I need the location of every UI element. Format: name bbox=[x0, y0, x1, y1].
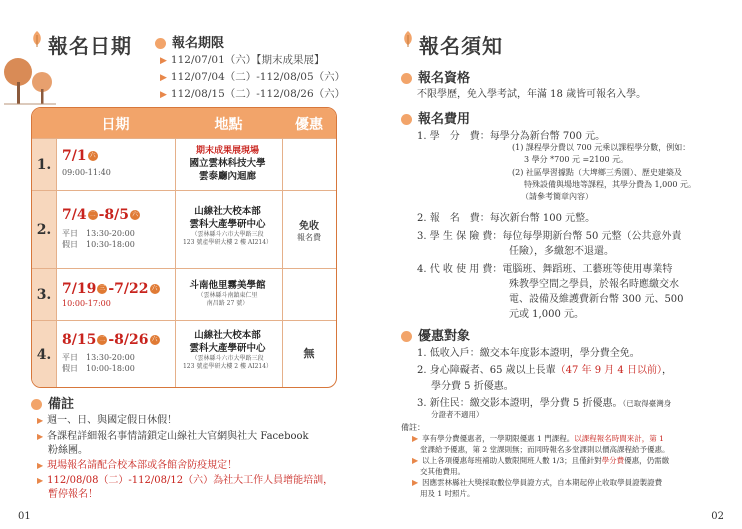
page-number: 02 bbox=[711, 511, 724, 522]
row-number: 2. bbox=[32, 191, 57, 269]
row-number: 1. bbox=[32, 139, 57, 191]
note-item-cont: 粉絲團。 bbox=[48, 445, 88, 456]
discount-line: 學分費 5 折優惠。 bbox=[431, 381, 514, 392]
row-date: 7/19 三 -7/22 六 bbox=[62, 281, 158, 297]
fee-line: （請參考簡章內容） bbox=[521, 192, 593, 201]
bullet-dot-icon bbox=[155, 38, 166, 49]
footnote-item: ▶ 以上各項優惠每班補助人數限開班人數 1/3；且僅針對學分費優惠，仍需繳 bbox=[412, 456, 670, 465]
fee-line: 2. 報 名 費：每次新台幣 100 元整。 bbox=[417, 213, 596, 224]
row-date: 7/4 二 -8/5 六 bbox=[62, 207, 139, 223]
header-location: 地點 bbox=[214, 117, 243, 133]
discount-line: 3. 新住民：繳交影本證明，學分費 5 折優惠。（已取得臺灣身 bbox=[417, 398, 672, 409]
fee-line: (2) 社區學習據點（大埤鄉三秀園）、歷史建築及 bbox=[512, 168, 682, 177]
period-line-1: ▶ 112/07/01（六）【期末成果展】 bbox=[160, 54, 325, 66]
fee-line: 殊教學空間之學員，於報名時應繳交水 bbox=[509, 279, 679, 290]
row-location: 斗南他里霧美學館 （雲林縣斗南鎮東仁里 南昌路 27 號） bbox=[189, 280, 266, 307]
row-location: 山線社大校本部 雲科大產學研中心 （雲林縣斗六市大學路三段 123 號產學研大樓 2 樓 AI214） bbox=[182, 206, 273, 246]
fee-line: 3. 學 生 保 險 費：每位每學期新台幣 50 元整（公共意外責 bbox=[417, 231, 682, 242]
fee-line: 特殊設備與場地等課程，其學分費為 1,000 元。 bbox=[524, 180, 696, 189]
row-time: 10:00-17:00 bbox=[62, 299, 111, 308]
note-item: ▶ 現場報名請配合校本部或各館舍防疫規定！ bbox=[37, 460, 238, 471]
footnote-heading: 備註： bbox=[401, 423, 425, 432]
discount-line: 1. 低收入戶：繳交本年度影本證明，學分費全免。 bbox=[417, 348, 640, 359]
row-time: 假日 10:00-18:00 bbox=[62, 364, 135, 373]
note-item: ▶ 112/08/08（二）-112/08/12（六）為社大工作人員增能培訓， bbox=[37, 475, 334, 486]
bullet-dot-icon bbox=[401, 114, 412, 125]
row-discount: 無 bbox=[303, 347, 315, 360]
tree-illustration-icon bbox=[0, 54, 60, 106]
qualification-text: 不限學歷，免入學考試，年滿 18 歲皆可報名入學。 bbox=[417, 89, 647, 100]
row-time: 平日 13:30-20:00 bbox=[62, 229, 135, 238]
period-heading: 報名期限 bbox=[155, 32, 224, 51]
row-time: 假日 10:30-18:00 bbox=[62, 240, 135, 249]
footnote-item-cont: 交其他費用。 bbox=[420, 467, 465, 476]
period-line-2: ▶ 112/07/04（二）-112/08/05（六） bbox=[160, 71, 346, 83]
weekday-badge: 六 bbox=[89, 152, 96, 159]
row-number: 4. bbox=[32, 321, 57, 388]
fee-line: (1) 課程學分費以 700 元乘以課程學分數，例如： bbox=[512, 143, 691, 152]
notes-heading: 備註 bbox=[31, 393, 74, 412]
table-header bbox=[32, 108, 336, 138]
header-discount: 優惠 bbox=[295, 117, 323, 133]
row-location: 期末成果展現場 國立雲林科技大學 雲泰廳內迴廊 bbox=[189, 146, 266, 182]
header-date: 日期 bbox=[101, 117, 130, 133]
note-item: ▶ 週一、日、與國定假日休假！ bbox=[37, 415, 178, 426]
fee-line: 元或 1,000 元。 bbox=[509, 309, 584, 320]
table-row bbox=[32, 268, 336, 321]
right-page bbox=[371, 0, 742, 529]
row-number: 3. bbox=[32, 269, 57, 321]
row-time: 09:00-11:40 bbox=[62, 168, 111, 177]
row-time: 平日 13:30-20:00 bbox=[62, 353, 135, 362]
discount-line: 2. 身心障礙者、65 歲以上長輩（47 年 9 月 4 日以前）， bbox=[417, 365, 672, 376]
page-number: 01 bbox=[18, 511, 31, 522]
discount-heading: 優惠對象 bbox=[401, 325, 470, 344]
fee-line: 任險），多繳恕不退還。 bbox=[509, 246, 614, 257]
fee-heading: 報名費用 bbox=[401, 108, 470, 127]
row-discount: 免收 報名費 bbox=[297, 221, 321, 242]
discount-line: 分證者不適用） bbox=[431, 410, 484, 419]
table-row bbox=[32, 320, 336, 388]
leaf-icon bbox=[31, 31, 43, 47]
page-title: 報名日期 bbox=[48, 34, 132, 58]
fee-line: 3 學分 *700 元 =2100 元。 bbox=[524, 155, 629, 164]
row-date: 8/15 二 -8/26 六 bbox=[62, 332, 158, 348]
table-row bbox=[32, 190, 336, 269]
table-row bbox=[32, 138, 336, 191]
period-line-3: ▶ 112/08/15（二）-112/08/26（六） bbox=[160, 88, 346, 100]
footnote-item-cont: 堂課給予優惠，第 2 堂課則無；而同時報名多堂課則以價高課程給予優惠。 bbox=[420, 445, 670, 454]
footnote-item: ▶ 因應雲林縣社大獎採取數位學員證方式，自本期起停止收取學員證製證費 bbox=[412, 478, 663, 487]
row-location: 山線社大校本部 雲科大產學研中心 （雲林縣斗六市大學路三段 123 號產學研大樓 2 樓 AI214） bbox=[182, 330, 273, 370]
note-item-cont: 暫停報名！ bbox=[48, 489, 98, 500]
bullet-dot-icon bbox=[31, 399, 42, 410]
fee-line: 1. 學 分 費：每學分為新台幣 700 元。 bbox=[417, 131, 606, 142]
fee-line: 電、設備及維護費新台幣 300 元、500 bbox=[509, 294, 684, 305]
page-title: 報名須知 bbox=[419, 34, 503, 58]
qualification-heading: 報名資格 bbox=[401, 67, 470, 86]
fee-line: 4. 代 收 使 用 費：電腦班、舞蹈班、工藝班等使用專業特 bbox=[417, 264, 673, 275]
schedule-table bbox=[31, 107, 337, 388]
footnote-item-cont: 用及 1 吋照片。 bbox=[420, 489, 475, 498]
leaf-icon bbox=[402, 31, 414, 47]
bullet-dot-icon bbox=[401, 331, 412, 342]
footnote-item: ▶ 享有學分費優惠者，一學期限優惠 1 門課程。以課程報名時間來計，第 1 bbox=[412, 434, 664, 443]
note-item: ▶ 各課程詳細報名事情請鎖定山線社大官網與社大 Facebook bbox=[37, 431, 309, 442]
bullet-dot-icon bbox=[401, 73, 412, 84]
row-date: 7/1 六 bbox=[62, 148, 96, 164]
